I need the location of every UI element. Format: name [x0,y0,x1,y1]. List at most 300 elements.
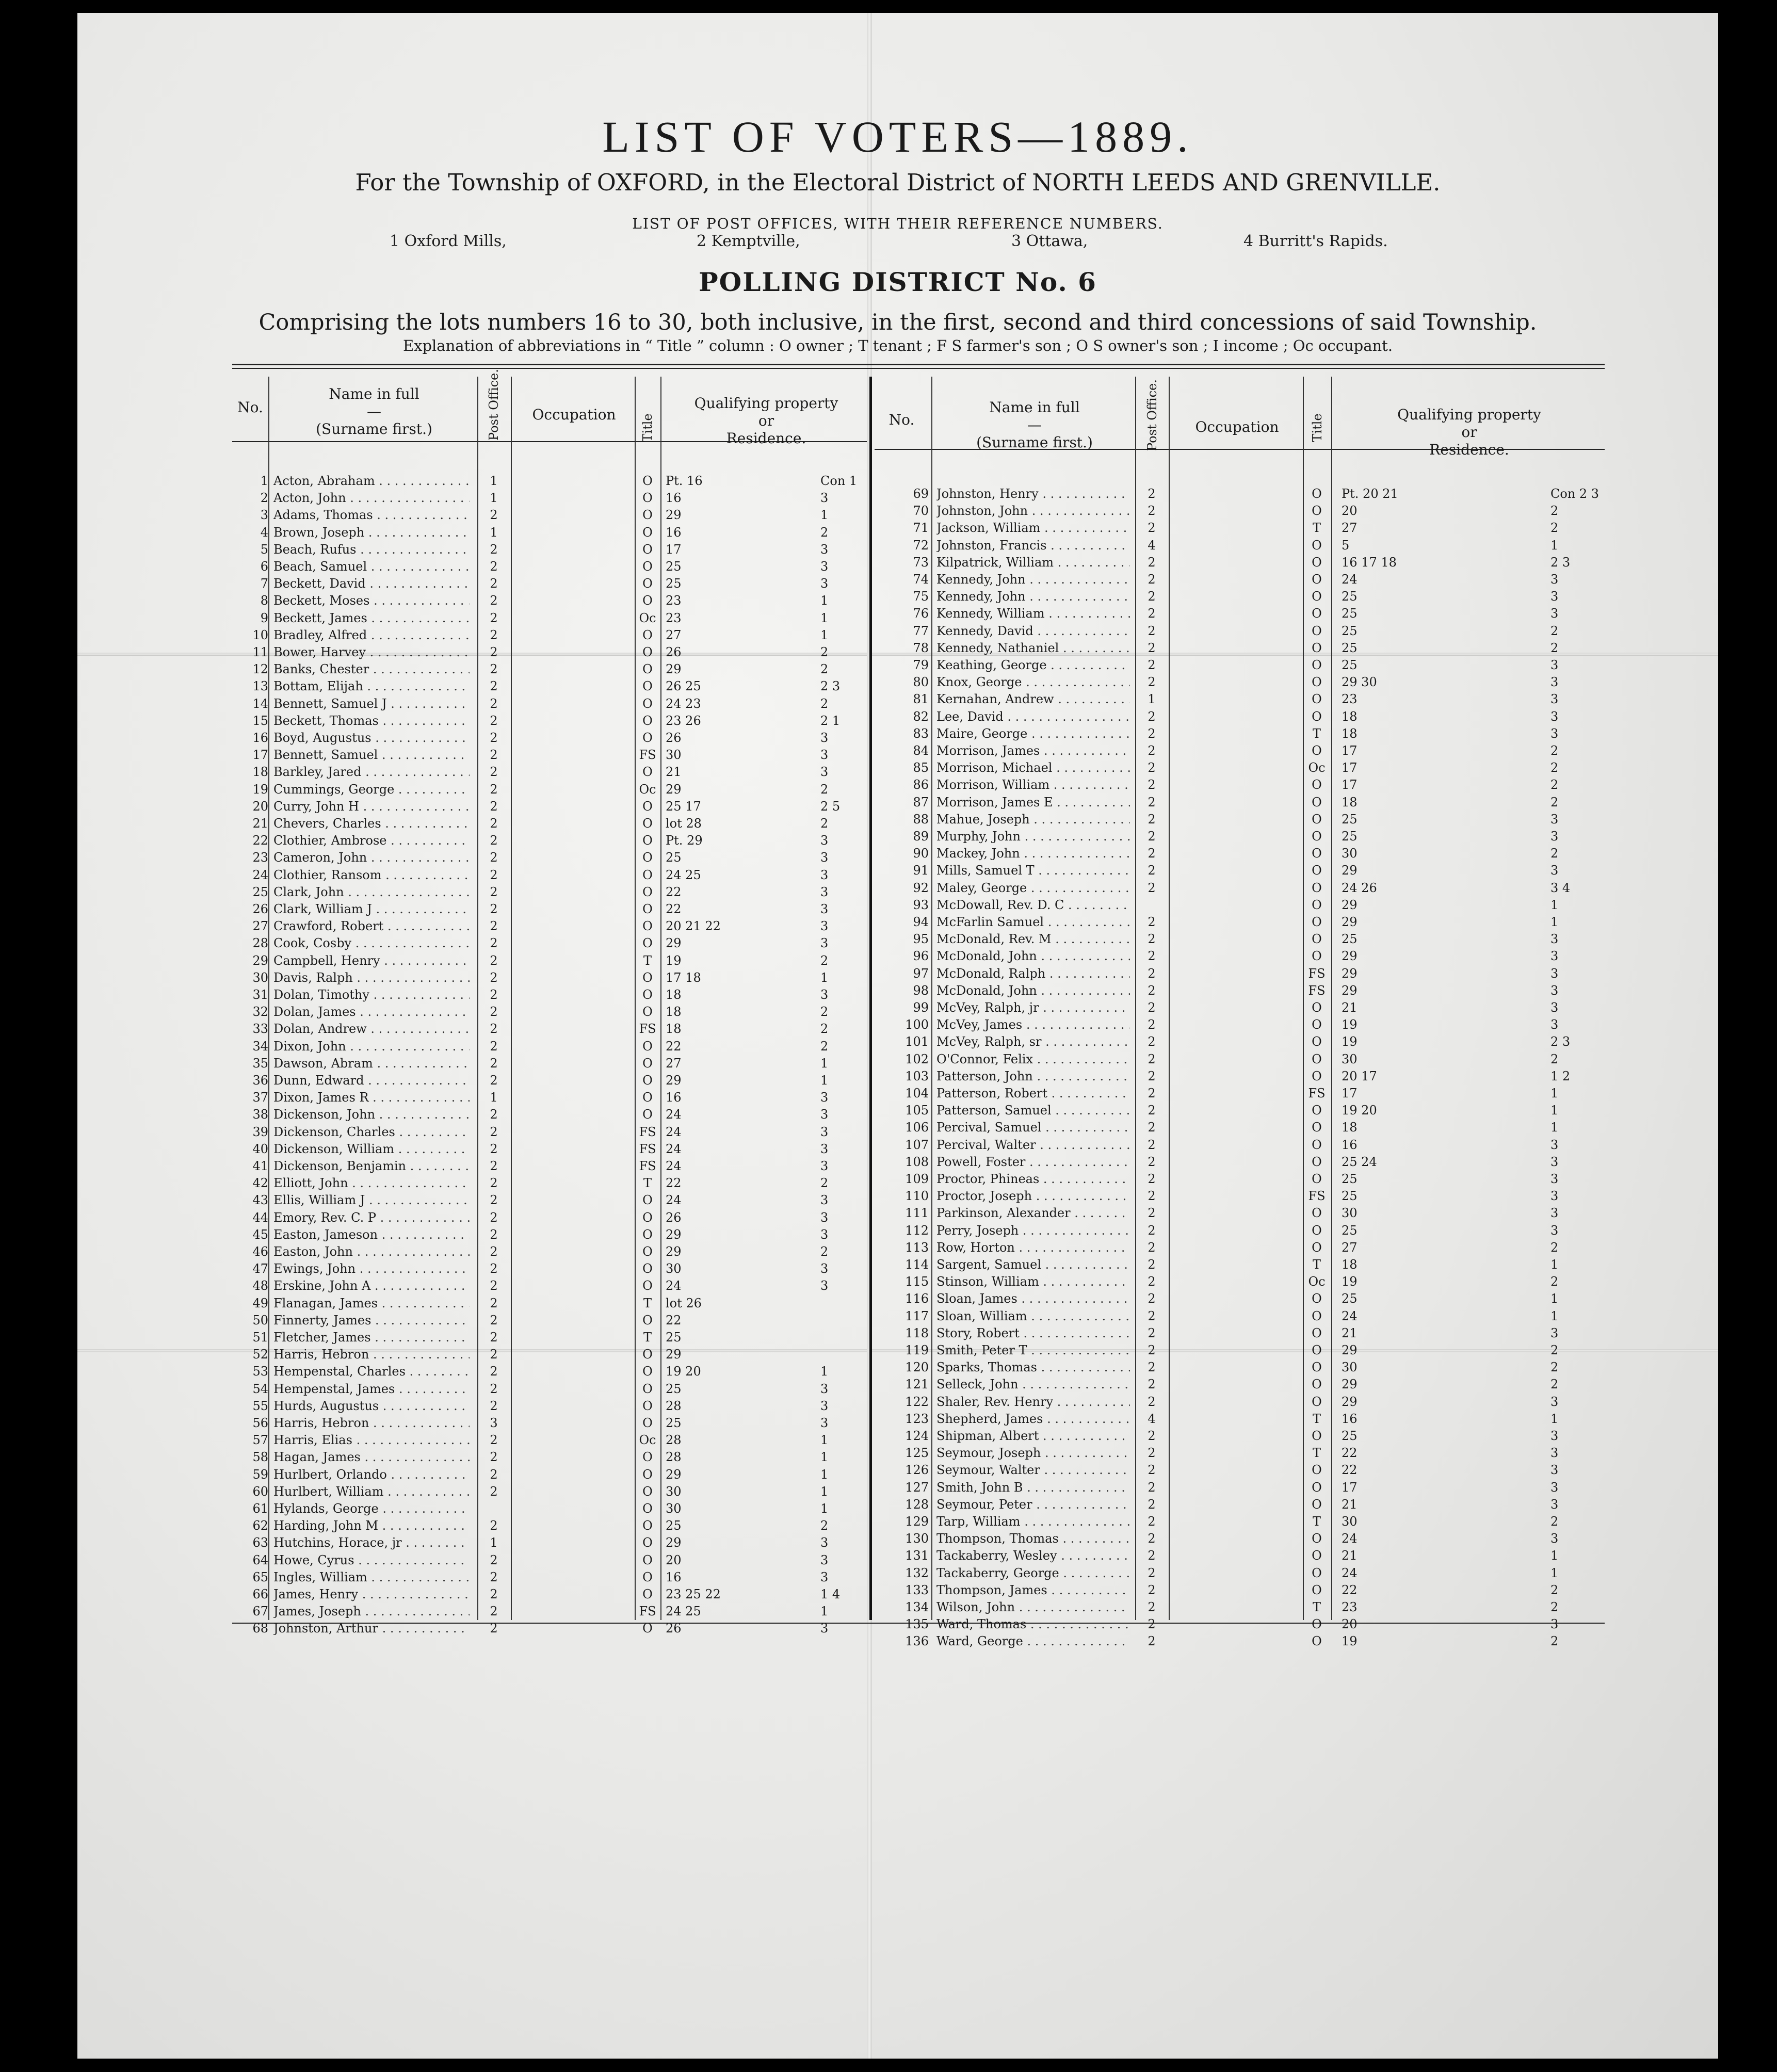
post-office-number: 2 [1148,1189,1156,1204]
voter-number: 4 [260,525,268,540]
post-office-1: 1 Oxford Mills, [390,232,507,250]
post-office-4: 4 Burritt's Rapids. [1243,232,1388,250]
voter-number: 17 [252,748,268,763]
voter-name: Bennett, Samuel . . . [273,748,470,762]
title-code: O [1312,1240,1322,1255]
voter-number: 15 [252,713,268,728]
title-code: O [642,474,653,488]
qualifying-lots: 26 [666,1621,682,1636]
post-office-number: 2 [490,765,498,780]
voter-name: Howe, Cyrus . . . [273,1553,470,1567]
qualifying-lots: 20 [1342,504,1358,519]
post-office-number: 2 [1148,1308,1156,1323]
title-code: O [642,902,653,916]
voter-number: 93 [913,897,929,912]
title-code: O [642,1467,653,1482]
post-office-number: 2 [1148,1274,1156,1289]
voter-name: Sparks, Thomas . . . [936,1360,1130,1374]
voter-number: 52 [252,1347,268,1362]
concession: 2 [1550,846,1559,861]
qualifying-lots: Pt. 16 [666,474,703,488]
voter-name: Thompson, Thomas . . . [936,1531,1130,1546]
title-code: FS [1308,983,1326,998]
qualifying-lots: 19 [1342,1274,1358,1289]
qualifying-lots: 29 [666,1073,682,1088]
post-office-number: 2 [490,1124,498,1139]
title-code: O [642,1501,653,1516]
post-office-number: 2 [490,1604,498,1619]
title-code: O [1312,1377,1322,1392]
voter-number: 39 [252,1124,268,1139]
qualifying-lots: 19 [1342,1034,1358,1049]
voter-number: 121 [905,1377,929,1392]
qualifying-lots: 18 [1342,709,1358,724]
voter-number: 75 [913,589,929,604]
post-office-number: 2 [490,1176,498,1191]
voter-number: 108 [905,1154,929,1169]
title-code: FS [639,1141,656,1156]
title-code: O [642,919,653,934]
title-code: O [642,662,653,677]
qualifying-lots: 16 [666,1090,682,1105]
voter-name: Johnston, John . . . [936,504,1130,518]
voter-name: McVey, Ralph, jr . . . [936,1000,1130,1015]
voter-number: 110 [905,1189,929,1204]
comprising-text: Comprising the lots numbers 16 to 30, both inclusive, in the first, second and third concessions of said Township. [259,310,1537,335]
concession: 2 [1550,1582,1559,1597]
concession: 2 [820,1005,829,1019]
voter-number: 84 [913,743,929,758]
voter-name: Ingles, William . . . [273,1570,470,1584]
post-office-number: 1 [490,474,498,488]
qualifying-lots: 16 [1342,1411,1358,1426]
qualifying-lots: 24 [666,1107,682,1122]
voter-number: 125 [905,1446,929,1461]
concession: 3 [1550,1223,1559,1238]
title-code: T [643,953,652,968]
concession: 1 [1550,915,1559,929]
title-code: O [1312,1617,1322,1632]
qualifying-lots: 29 30 [1342,675,1377,690]
title-code: O [642,1347,653,1362]
qualifying-lots: 18 [1342,795,1358,810]
voter-number: 95 [913,932,929,947]
concession: 3 [820,731,829,745]
voter-name: Percival, Walter . . . [936,1138,1130,1152]
title-code: O [1312,709,1322,724]
post-office-number: 2 [490,748,498,763]
qualifying-lots: 27 [666,1056,682,1071]
voter-name: Clothier, Ambrose . . . [273,833,470,848]
qualifying-lots: 24 25 [666,1604,701,1619]
post-office-number: 2 [1148,1582,1156,1597]
post-office-number: 4 [1148,1411,1156,1426]
voter-name: McFarlin Samuel . . . [936,915,1130,929]
concession: 1 [1550,1103,1559,1118]
voter-number: 22 [252,833,268,848]
title-code: Oc [1308,1274,1326,1289]
concession: 1 [820,1433,829,1448]
voter-name: Hagan, James . . . [273,1450,470,1464]
qualifying-lots: 30 [666,1484,682,1499]
title-code: O [642,936,653,951]
concession: 2 [1550,1634,1559,1649]
post-office-number: 2 [1148,1600,1156,1614]
qualifying-lots: 29 [1342,966,1358,981]
voter-number: 50 [252,1313,268,1328]
post-office-number: 2 [1148,1172,1156,1186]
voter-number: 63 [252,1535,268,1550]
concession: 3 [820,542,829,557]
title-code: O [642,645,653,659]
voter-number: 86 [913,778,929,792]
voter-number: 18 [252,765,268,780]
post-office-number: 2 [490,679,498,694]
voter-name: Knox, George . . . [936,675,1130,689]
title-code: O [1312,880,1322,895]
qualifying-lots: 27 [1342,1240,1358,1255]
concession: 3 [1550,1480,1559,1495]
concession: 3 [1550,1017,1559,1032]
voter-number: 76 [913,606,929,621]
voter-number: 80 [913,675,929,690]
title-code: O [1312,1051,1322,1066]
voter-number: 54 [252,1381,268,1396]
voter-name: Hurlbert, Orlando . . . [273,1467,470,1482]
concession: 2 [820,645,829,659]
qualifying-lots: 25 [1342,1291,1358,1306]
post-office-number: 2 [1148,983,1156,998]
concession: 3 [1550,709,1559,724]
voter-number: 45 [252,1227,268,1242]
post-office-number: 2 [1148,504,1156,519]
qualifying-lots: 29 [1342,863,1358,878]
voter-name: Story, Robert . . . [936,1326,1130,1340]
qualifying-lots: 25 [1342,1429,1358,1443]
concession: 2 [1550,521,1559,536]
title-code: O [1312,640,1322,655]
concession: 2 1 [820,713,841,728]
voter-number: 27 [252,919,268,934]
qualifying-lots: 29 [666,1467,682,1482]
concession: 1 4 [820,1587,841,1601]
concession: 1 [820,508,829,523]
concession: 3 [820,1416,829,1430]
title-code: O [642,833,653,848]
concession: 3 [1550,1206,1559,1221]
title-code: O [1312,1480,1322,1495]
post-office-number: 2 [490,1347,498,1362]
voter-number: 24 [252,867,268,882]
title-code: FS [639,1022,656,1037]
title-code: O [1312,915,1322,929]
post-office-number: 2 [1148,846,1156,861]
title-code: T [643,1176,652,1191]
voter-name: Erskine, John A . . . [273,1278,470,1293]
voter-name: Kennedy, Nathaniel . . . [936,641,1130,655]
title-code: O [1312,658,1322,672]
col-header-no: No. [237,399,263,416]
voter-number: 61 [252,1501,268,1516]
post-office-heading: LIST OF POST OFFICES, WITH THEIR REFERENCE NUMBERS. [632,215,1164,232]
title-code: O [642,1056,653,1071]
qualifying-lots: 24 25 [666,867,701,882]
voter-name: Wilson, John . . . [936,1600,1130,1614]
concession: 3 [1550,658,1559,672]
post-office-number: 2 [1148,1343,1156,1357]
qualifying-lots: 30 [1342,1514,1358,1529]
concession: 3 [1550,589,1559,604]
concession: 1 [1550,897,1559,912]
post-office-number: 2 [490,627,498,642]
voter-name: Perry, Joseph . . . [936,1223,1130,1238]
post-office-number: 2 [490,970,498,985]
title-code: O [642,1621,653,1636]
title-code: O [1312,1291,1322,1306]
voter-number: 49 [252,1296,268,1310]
voter-number: 109 [905,1172,929,1186]
voter-name: Harris, Hebron . . . [273,1416,470,1430]
title-code: O [1312,1497,1322,1512]
qualifying-lots: 25 [1342,640,1358,655]
title-code: O [642,1278,653,1293]
voter-number: 106 [905,1120,929,1135]
voter-name: Tackaberry, Wesley . . . [936,1548,1130,1563]
title-code: O [1312,504,1322,519]
voter-number: 33 [252,1022,268,1037]
title-code: O [1312,1172,1322,1186]
title-code: O [642,508,653,523]
voter-name: Kernahan, Andrew . . . [936,692,1130,706]
title-code: T [1312,1514,1321,1529]
concession: 3 [1550,1429,1559,1443]
qualifying-lots: 21 [666,765,682,780]
post-office-2: 2 Kemptville, [697,232,800,250]
voter-number: 92 [913,880,929,895]
concession: 2 [1550,504,1559,519]
voter-name: Hurds, Augustus . . . [273,1399,470,1413]
voter-number: 112 [905,1223,929,1238]
title-code: O [642,970,653,985]
post-office-number: 2 [490,1450,498,1465]
concession: 1 [820,1501,829,1516]
col-header-qualifying: Qualifying property or Residence. [1397,406,1541,458]
voter-name: Beach, Samuel . . . [273,559,470,574]
voter-number: 9 [260,610,268,625]
voter-name: Johnston, Henry . . . [936,487,1130,501]
voter-name: McVey, Ralph, sr . . . [936,1034,1130,1049]
post-office-number: 2 [1148,555,1156,570]
qualifying-lots: 30 [1342,1206,1358,1221]
post-office-number: 2 [490,1141,498,1156]
post-office-number: 2 [1148,1394,1156,1409]
title-code: O [1312,1154,1322,1169]
qualifying-lots: 27 [666,627,682,642]
concession: 3 [1550,1137,1559,1152]
concession: 2 [1550,795,1559,810]
voter-number: 48 [252,1278,268,1293]
title-code: O [1312,487,1322,501]
post-office-number: 2 [490,936,498,951]
voter-name: Shaler, Rev. Henry . . . [936,1395,1130,1409]
voter-name: Clothier, Ransom . . . [273,868,470,882]
qualifying-lots: 22 [1342,1582,1358,1597]
concession: 3 [820,988,829,1002]
concession: 3 [820,919,829,934]
post-office-number: 2 [1148,623,1156,638]
qualifying-lots: 16 [666,1569,682,1584]
voter-name: Bradley, Alfred . . . [273,628,470,642]
voter-name: Ewings, John . . . [273,1261,470,1276]
voter-number: 133 [905,1582,929,1597]
post-office-number: 2 [1148,1103,1156,1118]
concession: 3 [1550,675,1559,690]
qualifying-lots: 20 [1342,1617,1358,1632]
voter-name: Proctor, Phineas . . . [936,1172,1130,1186]
voter-name: Dunn, Edward . . . [273,1073,470,1088]
post-office-number: 2 [490,884,498,899]
voter-name: Mackey, John . . . [936,846,1130,861]
concession: 1 [1550,1411,1559,1426]
qualifying-lots: 20 17 [1342,1069,1377,1083]
post-office-number: 2 [1148,675,1156,690]
concession: 3 [1550,1531,1559,1546]
title-code: O [1312,897,1322,912]
voter-name: Barkley, Jared . . . [273,765,470,779]
voter-name: Dixon, John . . . [273,1039,470,1054]
post-office-number: 2 [1148,880,1156,895]
qualifying-lots: 24 [666,1278,682,1293]
post-office-number: 2 [490,1313,498,1328]
post-office-number: 2 [1148,709,1156,724]
concession: 1 [820,1056,829,1071]
qualifying-lots: 23 [666,593,682,608]
qualifying-lots: 30 [1342,846,1358,861]
post-office-number: 2 [1148,589,1156,604]
title-code: FS [639,748,656,763]
qualifying-lots: 21 [1342,1497,1358,1512]
qualifying-lots: 25 [1342,1189,1358,1204]
voter-name: Beckett, Thomas . . . [273,714,470,728]
concession: 1 [820,610,829,625]
post-office-number: 2 [490,713,498,728]
post-office-number: 2 [490,1330,498,1345]
post-office-number: 2 [1148,1017,1156,1032]
title-code: O [1312,949,1322,964]
qualifying-lots: 16 [666,491,682,506]
post-office-number: 2 [490,1193,498,1208]
title-code: O [1312,606,1322,621]
voter-name: Johnston, Francis . . . [936,538,1130,553]
qualifying-lots: 26 [666,645,682,659]
qualifying-lots: 22 [1342,1463,1358,1478]
qualifying-lots: 24 23 [666,696,701,711]
post-office-number: 2 [490,1587,498,1601]
voter-name: McVey, James . . . [936,1017,1130,1032]
concession: 3 [1550,1172,1559,1186]
post-office-number: 2 [490,576,498,591]
qualifying-lots: 17 [1342,1086,1358,1100]
post-office-number: 2 [490,1056,498,1071]
qualifying-lots: 22 [666,902,682,916]
concession: 2 [820,1518,829,1533]
voter-number: 16 [252,731,268,745]
voter-number: 30 [252,970,268,985]
qualifying-lots: 30 [1342,1360,1358,1375]
voter-name: Lee, David . . . [936,709,1130,724]
voter-number: 34 [252,1039,268,1054]
title-code: O [1312,1634,1322,1649]
qualifying-lots: 17 [1342,1480,1358,1495]
voter-number: 119 [905,1343,929,1357]
post-office-number: 2 [1148,1634,1156,1649]
voter-name: Smith, Peter T . . . [936,1343,1130,1357]
concession: 2 [1550,1360,1559,1375]
title-code: T [1312,521,1321,536]
title-code: O [1312,932,1322,947]
voter-number: 96 [913,949,929,964]
voter-number: 77 [913,623,929,638]
col-header-post-office: Post Office. [1145,379,1159,451]
qualifying-lots: 25 [1342,829,1358,844]
post-office-number: 2 [1148,795,1156,810]
concession: 2 [1550,1240,1559,1255]
qualifying-lots: 25 [666,559,682,574]
title-code: O [642,765,653,780]
voter-name: Tarp, William . . . [936,1514,1130,1529]
concession: 3 [820,850,829,865]
voter-name: Dickenson, John . . . [273,1107,470,1122]
title-code: O [642,816,653,831]
qualifying-lots: 25 [1342,606,1358,621]
concession: 1 [820,1467,829,1482]
concession: 1 [1550,1120,1559,1135]
voter-number: 128 [905,1497,929,1512]
title-code: O [642,1261,653,1276]
post-office-number: 2 [490,1398,498,1413]
concession: 2 [820,782,829,797]
concession: 3 [1550,1325,1559,1340]
voter-name: Finnerty, James . . . [273,1313,470,1328]
qualifying-lots: 18 [1342,1257,1358,1272]
voter-name: Bennett, Samuel J . . . [273,697,470,711]
voter-number: 35 [252,1056,268,1071]
voter-name: Shepherd, James . . . [936,1412,1130,1426]
qualifying-lots: 25 [666,1518,682,1533]
qualifying-lots: 24 [1342,1565,1358,1580]
voter-number: 67 [252,1604,268,1619]
qualifying-lots: 19 20 [666,1364,701,1379]
concession: 1 [820,1450,829,1465]
concession: 2 [1550,640,1559,655]
voter-number: 117 [905,1308,929,1323]
voter-number: 55 [252,1398,268,1413]
voter-name: James, Henry . . . [273,1587,470,1601]
title-code: O [642,1484,653,1499]
post-office-number: 2 [1148,743,1156,758]
voter-name: Harris, Elias . . . [273,1433,470,1447]
title-code: O [642,1381,653,1396]
qualifying-lots: lot 28 [666,816,702,831]
voter-number: 82 [913,709,929,724]
post-office-number: 2 [1148,1325,1156,1340]
voter-name: Chevers, Charles . . . [273,816,470,831]
concession: 3 [1550,983,1559,998]
voter-name: Maley, George . . . [936,881,1130,895]
title-code: O [642,1552,653,1567]
qualifying-lots: 24 26 [1342,880,1377,895]
voter-name: Johnston, Arthur . . . [273,1621,470,1636]
